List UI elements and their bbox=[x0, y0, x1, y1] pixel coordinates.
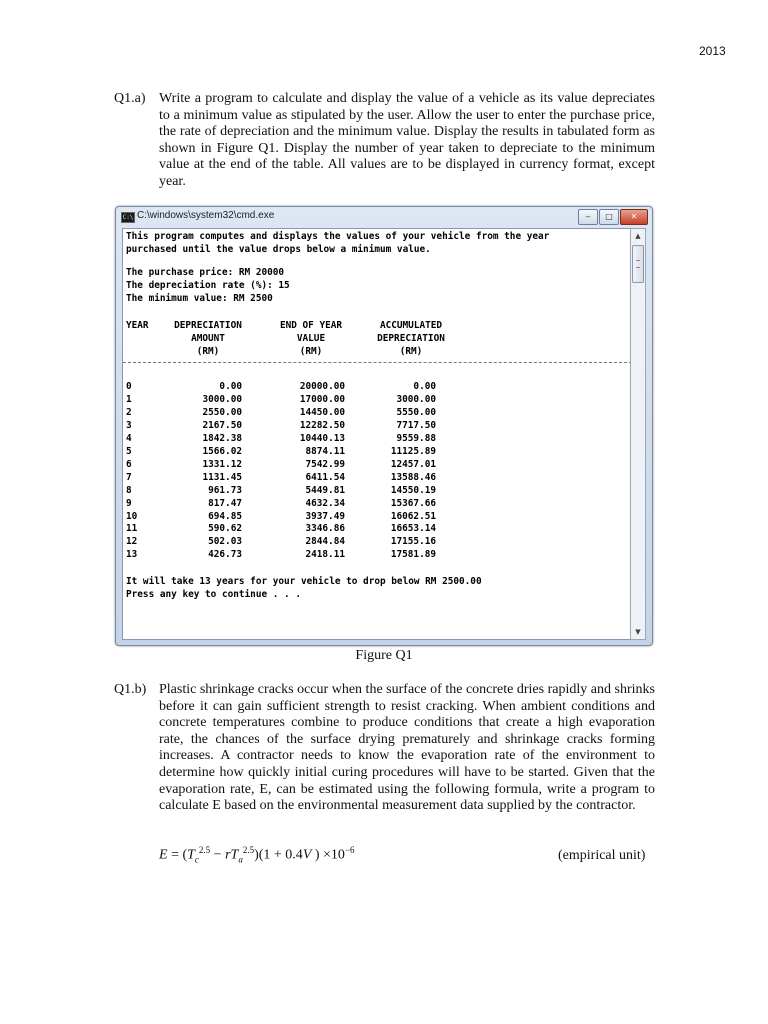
formula-r: r bbox=[225, 847, 231, 863]
header-acc-1: ACCUMULATED bbox=[379, 320, 443, 331]
row-year: 13 bbox=[126, 549, 138, 561]
row-accumulated: 14550.19 bbox=[390, 484, 436, 496]
input-purchase-price: The purchase price: RM 20000 bbox=[126, 267, 285, 278]
vertical-scrollbar[interactable] bbox=[630, 228, 646, 640]
formula-exp1: 2.5 bbox=[198, 845, 211, 855]
continue-line: Press any key to continue . . . bbox=[126, 589, 301, 600]
row-year: 4 bbox=[126, 432, 132, 444]
input-minimum-value: The minimum value: RM 2500 bbox=[126, 293, 273, 304]
row-end-of-year-value: 6411.54 bbox=[305, 471, 345, 483]
row-accumulated: 12457.01 bbox=[390, 458, 436, 470]
row-depreciation: 1566.02 bbox=[202, 445, 242, 457]
result-line: It will take 13 years for your vehicle to drop below RM 2500.00 bbox=[126, 576, 482, 587]
row-end-of-year-value: 7542.99 bbox=[305, 458, 345, 470]
row-end-of-year-value: 2418.11 bbox=[305, 549, 345, 561]
row-year: 10 bbox=[126, 510, 138, 522]
formula-exp2: 2.5 bbox=[242, 845, 255, 855]
header-eoy-2: VALUE bbox=[296, 333, 326, 344]
row-year: 11 bbox=[126, 523, 138, 535]
cmd-title-bar[interactable] bbox=[116, 207, 652, 227]
question-text-q1a: Write a program to calculate and display the value of a vehicle as its value depreciates to a minimum value as stipulated by the user. Allow the user to enter the purchase price, the rate of depreciation and the minimum value. Display the results in tabulated form as shown in Figure Q1. Display the number of year taken to depreciate to the minimum value at the end of the table. All values are to be displayed in currency format, except year. bbox=[159, 91, 655, 189]
header-dep-1: DEPRECIATION bbox=[174, 320, 242, 331]
formula-rest: )(1 + 0.4 bbox=[254, 847, 303, 863]
row-end-of-year-value: 10440.13 bbox=[299, 432, 345, 444]
row-end-of-year-value: 17000.00 bbox=[299, 393, 345, 405]
scroll-up-icon[interactable]: ▲ bbox=[635, 232, 641, 240]
row-end-of-year-value: 5449.81 bbox=[305, 484, 345, 496]
window-controls bbox=[577, 209, 648, 224]
header-year: YEAR bbox=[126, 320, 149, 331]
row-end-of-year-value: 20000.00 bbox=[299, 381, 345, 392]
row-accumulated: 7717.50 bbox=[396, 419, 436, 431]
question-text-q1b: Plastic shrinkage cracks occur when the surface of the concrete dries rapidly and shrinks before it can gain sufficient strength to resist cracking. When ambient conditions and concrete temperatures combine to produce conditions that create a high evaporation rate, the chances of the surface drying prematurely and shrinkage cracks forming increases. A contractor needs to know the evaporation rate of the environment to determine how quickly initial curing procedures will have to be started. Given that the evaporation rate, E, can be estimated using the following formula, write a program to calculate E based on the environmental measurement data supplied by the contractor. bbox=[159, 682, 655, 814]
row-accumulated: 13588.46 bbox=[390, 471, 436, 483]
cmd-window bbox=[115, 206, 653, 646]
intro-line-1: This program computes and displays the values of your vehicle from the year bbox=[126, 231, 550, 242]
row-accumulated: 5550.00 bbox=[396, 406, 436, 418]
table-divider bbox=[123, 362, 632, 363]
row-year: 8 bbox=[126, 484, 132, 496]
minimize-icon[interactable]: ‒ bbox=[578, 209, 598, 225]
row-year: 9 bbox=[126, 497, 132, 509]
row-accumulated: 0.00 bbox=[413, 381, 436, 392]
cmd-title: C:\windows\system32\cmd.exe bbox=[137, 210, 275, 221]
row-year: 3 bbox=[126, 419, 132, 431]
row-accumulated: 11125.89 bbox=[390, 445, 436, 457]
row-year: 6 bbox=[126, 458, 132, 470]
row-year: 12 bbox=[126, 536, 138, 548]
formula-t1-sub: c bbox=[194, 854, 199, 865]
header-dep-3: (RM) bbox=[196, 346, 220, 357]
maximize-icon[interactable]: □ bbox=[599, 209, 619, 225]
row-depreciation: 2550.00 bbox=[202, 406, 242, 418]
scroll-down-icon[interactable]: ▼ bbox=[635, 628, 641, 636]
formula-mid: − bbox=[210, 847, 226, 863]
input-depreciation-rate: The depreciation rate (%): 15 bbox=[126, 280, 290, 291]
row-year: 2 bbox=[126, 406, 132, 418]
question-number-q1a: Q1.a) bbox=[114, 91, 146, 106]
header-eoy-3: (RM) bbox=[299, 346, 323, 357]
formula-eq: = ( bbox=[167, 847, 188, 863]
formula-lhs: E bbox=[159, 847, 168, 863]
row-end-of-year-value: 3346.86 bbox=[305, 523, 345, 535]
row-accumulated: 15367.66 bbox=[390, 497, 436, 509]
figure-caption: Figure Q1 bbox=[355, 648, 413, 663]
row-depreciation: 1331.12 bbox=[202, 458, 242, 470]
row-year: 5 bbox=[126, 445, 132, 457]
row-accumulated: 16062.51 bbox=[390, 510, 436, 522]
row-end-of-year-value: 2844.84 bbox=[305, 536, 345, 548]
formula-unit: (empirical unit) bbox=[558, 848, 646, 863]
row-depreciation: 0.00 bbox=[219, 381, 242, 392]
row-year: 1 bbox=[126, 393, 132, 405]
header-eoy-1: END OF YEAR bbox=[279, 320, 343, 331]
row-depreciation: 590.62 bbox=[208, 523, 242, 535]
row-depreciation: 426.73 bbox=[208, 549, 242, 561]
close-icon[interactable]: ✕ bbox=[620, 209, 648, 225]
formula-end: ) ×10 bbox=[311, 847, 345, 863]
header-acc-2: DEPRECIATION bbox=[377, 333, 445, 344]
row-end-of-year-value: 4632.34 bbox=[305, 497, 345, 509]
scroll-thumb[interactable] bbox=[632, 245, 644, 283]
row-depreciation: 1131.45 bbox=[202, 471, 242, 483]
row-depreciation: 2167.50 bbox=[202, 419, 242, 431]
row-depreciation: 694.85 bbox=[208, 510, 242, 522]
row-end-of-year-value: 12282.50 bbox=[299, 419, 345, 431]
row-depreciation: 1842.38 bbox=[202, 432, 242, 444]
row-accumulated: 17581.89 bbox=[390, 549, 436, 561]
row-year: 0 bbox=[126, 381, 132, 392]
formula-t2: T bbox=[230, 847, 239, 863]
row-end-of-year-value: 8874.11 bbox=[305, 445, 345, 457]
header-acc-3: (RM) bbox=[399, 346, 423, 357]
formula-v: V bbox=[302, 847, 312, 863]
page-year-header: 2013 bbox=[699, 44, 726, 58]
row-accumulated: 9559.88 bbox=[396, 432, 436, 444]
row-end-of-year-value: 14450.00 bbox=[299, 406, 345, 418]
row-end-of-year-value: 3937.49 bbox=[305, 510, 345, 522]
formula-t2-sub: a bbox=[238, 854, 243, 865]
row-accumulated: 3000.00 bbox=[396, 393, 436, 405]
row-year: 7 bbox=[126, 471, 132, 483]
row-depreciation: 961.73 bbox=[208, 484, 242, 496]
row-depreciation: 502.03 bbox=[208, 536, 242, 548]
evaporation-formula bbox=[159, 845, 355, 864]
question-number-q1b: Q1.b) bbox=[114, 682, 147, 697]
row-accumulated: 16653.14 bbox=[390, 523, 436, 535]
intro-line-2: purchased until the value drops below a minimum value. bbox=[126, 244, 431, 255]
row-accumulated: 17155.16 bbox=[390, 536, 436, 548]
row-depreciation: 817.47 bbox=[208, 497, 242, 509]
formula-exp3: −6 bbox=[344, 845, 355, 855]
row-depreciation: 3000.00 bbox=[202, 393, 242, 405]
console-output[interactable] bbox=[122, 228, 633, 640]
cmd-icon: C:\ bbox=[122, 214, 134, 221]
header-dep-2: AMOUNT bbox=[191, 333, 225, 344]
formula-t1: T bbox=[187, 847, 195, 863]
